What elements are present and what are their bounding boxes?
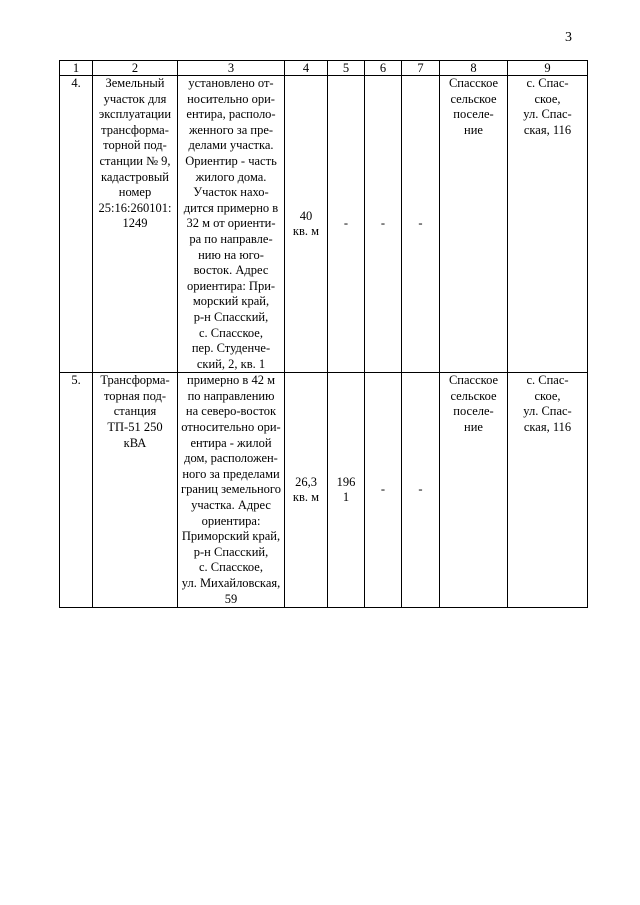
object-name-cell-line: станция bbox=[113, 404, 157, 419]
settlement-cell-line: сельское bbox=[450, 91, 497, 106]
object-name-cell-line: кадастровый bbox=[101, 169, 169, 184]
location-cell-line: женного за пре- bbox=[188, 122, 274, 137]
location-cell-line: морский край, bbox=[192, 294, 270, 309]
address-cell-line: с. Спас- bbox=[526, 373, 569, 388]
column-header: 2 bbox=[93, 61, 178, 76]
column-header: 5 bbox=[328, 61, 365, 76]
settlement-cell-line: поселе- bbox=[453, 404, 494, 419]
address-cell-line: ская, 116 bbox=[523, 122, 572, 137]
settlement-cell-line: Спасское bbox=[448, 76, 499, 90]
location-cell bbox=[178, 76, 285, 373]
address-cell-line: ское, bbox=[534, 388, 561, 403]
address-cell-line: ул. Спас- bbox=[523, 404, 572, 419]
object-name-cell-line: Земельный bbox=[105, 76, 165, 90]
address-cell-line: ул. Спас- bbox=[523, 107, 572, 122]
object-name-cell-line: торной под- bbox=[103, 138, 167, 153]
location-cell-line: с. Спасское, bbox=[199, 325, 263, 340]
location-cell-line: установлено от- bbox=[188, 76, 274, 90]
object-name-cell-line: 25:16:260101: bbox=[98, 200, 172, 215]
object-name-cell-line: Трансформа- bbox=[100, 373, 170, 388]
location-cell-line: пер. Студенче- bbox=[191, 341, 271, 356]
location-cell-line: Приморский край, bbox=[181, 529, 281, 544]
object-name-cell bbox=[93, 373, 178, 608]
settlement-cell-line: поселе- bbox=[453, 107, 494, 122]
location-cell-line: носительно ори- bbox=[187, 91, 275, 106]
area-cell-line: кв. м bbox=[292, 490, 320, 505]
object-name-cell-line: ТП-51 250 bbox=[107, 420, 163, 435]
settlement-cell-line: сельское bbox=[450, 388, 497, 403]
location-cell-line: ориентира: bbox=[201, 513, 261, 528]
table-row bbox=[60, 373, 588, 608]
column-header: 3 bbox=[178, 61, 285, 76]
column-header: 1 bbox=[60, 61, 93, 76]
header-row bbox=[60, 61, 588, 76]
settlement-cell-line: Спасское bbox=[448, 373, 499, 388]
col7-cell: - bbox=[402, 373, 440, 608]
settlement-cell bbox=[440, 76, 508, 373]
location-cell-line: жилого дома. bbox=[195, 169, 267, 184]
area-cell-line: 26,3 bbox=[295, 474, 317, 489]
column-header: 6 bbox=[365, 61, 402, 76]
col5-cell bbox=[328, 76, 365, 373]
location-cell-line: на северо-восток bbox=[185, 404, 277, 419]
object-name-cell-line: 1249 bbox=[122, 216, 148, 231]
object-name-cell-line: эксплуатации bbox=[98, 107, 172, 122]
settlement-cell-line: ние bbox=[464, 420, 483, 435]
area-cell bbox=[285, 373, 328, 608]
area-cell bbox=[285, 76, 328, 373]
location-cell-line: Ориентир - часть bbox=[185, 153, 277, 168]
object-name-cell bbox=[93, 76, 178, 373]
table-row bbox=[60, 76, 588, 373]
location-cell-line: границ земельного bbox=[180, 482, 281, 497]
location-cell-line: восток. Адрес bbox=[193, 263, 269, 278]
col5-cell-line: 196 bbox=[336, 474, 356, 489]
location-cell-line: ский, 2, кв. 1 bbox=[196, 356, 266, 371]
object-name-cell-line: трансформа- bbox=[101, 122, 169, 137]
objects-table bbox=[59, 60, 588, 608]
row-number-cell: 5. bbox=[60, 373, 93, 608]
settlement-cell bbox=[440, 373, 508, 608]
address-cell-line: с. Спас- bbox=[526, 76, 569, 90]
location-cell-line: дится примерно в bbox=[183, 200, 279, 215]
location-cell-line: участка. Адрес bbox=[191, 498, 271, 513]
location-cell-line: ул. Михайловская, bbox=[181, 576, 281, 590]
address-cell bbox=[508, 76, 588, 373]
location-cell-line: Участок нахо- bbox=[193, 185, 269, 200]
location-cell-line: с. Спасское, bbox=[199, 560, 263, 575]
row-number-cell: 4. bbox=[60, 76, 93, 373]
col6-cell: - bbox=[365, 373, 402, 608]
location-cell-line: ентира, располо- bbox=[186, 107, 276, 122]
object-name-cell-line: кВА bbox=[123, 435, 147, 450]
location-cell-line: нию на юго- bbox=[198, 247, 264, 262]
col6-cell: - bbox=[365, 76, 402, 373]
location-cell-line: р-н Спасский, bbox=[193, 309, 269, 324]
object-name-cell-line: участок для bbox=[103, 91, 167, 106]
location-cell-line: относительно ори- bbox=[181, 420, 281, 435]
address-cell-line: ская, 116 bbox=[523, 420, 572, 435]
column-header: 9 bbox=[508, 61, 588, 76]
location-cell-line: дом, расположен- bbox=[184, 451, 278, 466]
column-header: 4 bbox=[285, 61, 328, 76]
address-cell bbox=[508, 373, 588, 608]
location-cell-line: ентира - жилой bbox=[190, 435, 272, 450]
object-name-cell-line: станции № 9, bbox=[99, 153, 171, 168]
object-name-cell-line: торная под- bbox=[103, 388, 166, 403]
col5-cell bbox=[328, 373, 365, 608]
location-cell bbox=[178, 373, 285, 608]
location-cell-line: ного за пределами bbox=[182, 466, 280, 481]
object-name-cell-line: номер bbox=[118, 185, 152, 200]
page-number: 3 bbox=[565, 30, 572, 45]
location-cell-line: 32 м от ориенти- bbox=[186, 216, 276, 231]
col5-cell-line: - bbox=[343, 216, 349, 231]
col5-cell-line: 1 bbox=[342, 490, 350, 505]
location-cell-line: примерно в 42 м bbox=[187, 373, 275, 388]
address-cell-line: ское, bbox=[534, 91, 561, 106]
location-cell-line: 59 bbox=[224, 591, 238, 606]
location-cell-line: ра по направле- bbox=[189, 231, 273, 246]
location-cell-line: р-н Спасский, bbox=[193, 544, 269, 559]
location-cell-line: по направлению bbox=[187, 388, 275, 403]
area-cell-line: 40 bbox=[299, 208, 313, 223]
location-cell-line: ориентира: При- bbox=[186, 278, 276, 293]
column-header: 8 bbox=[440, 61, 508, 76]
location-cell-line: делами участка. bbox=[188, 138, 274, 153]
area-cell-line: кв. м bbox=[292, 224, 320, 239]
column-header: 7 bbox=[402, 61, 440, 76]
settlement-cell-line: ние bbox=[464, 122, 483, 137]
col7-cell: - bbox=[402, 76, 440, 373]
